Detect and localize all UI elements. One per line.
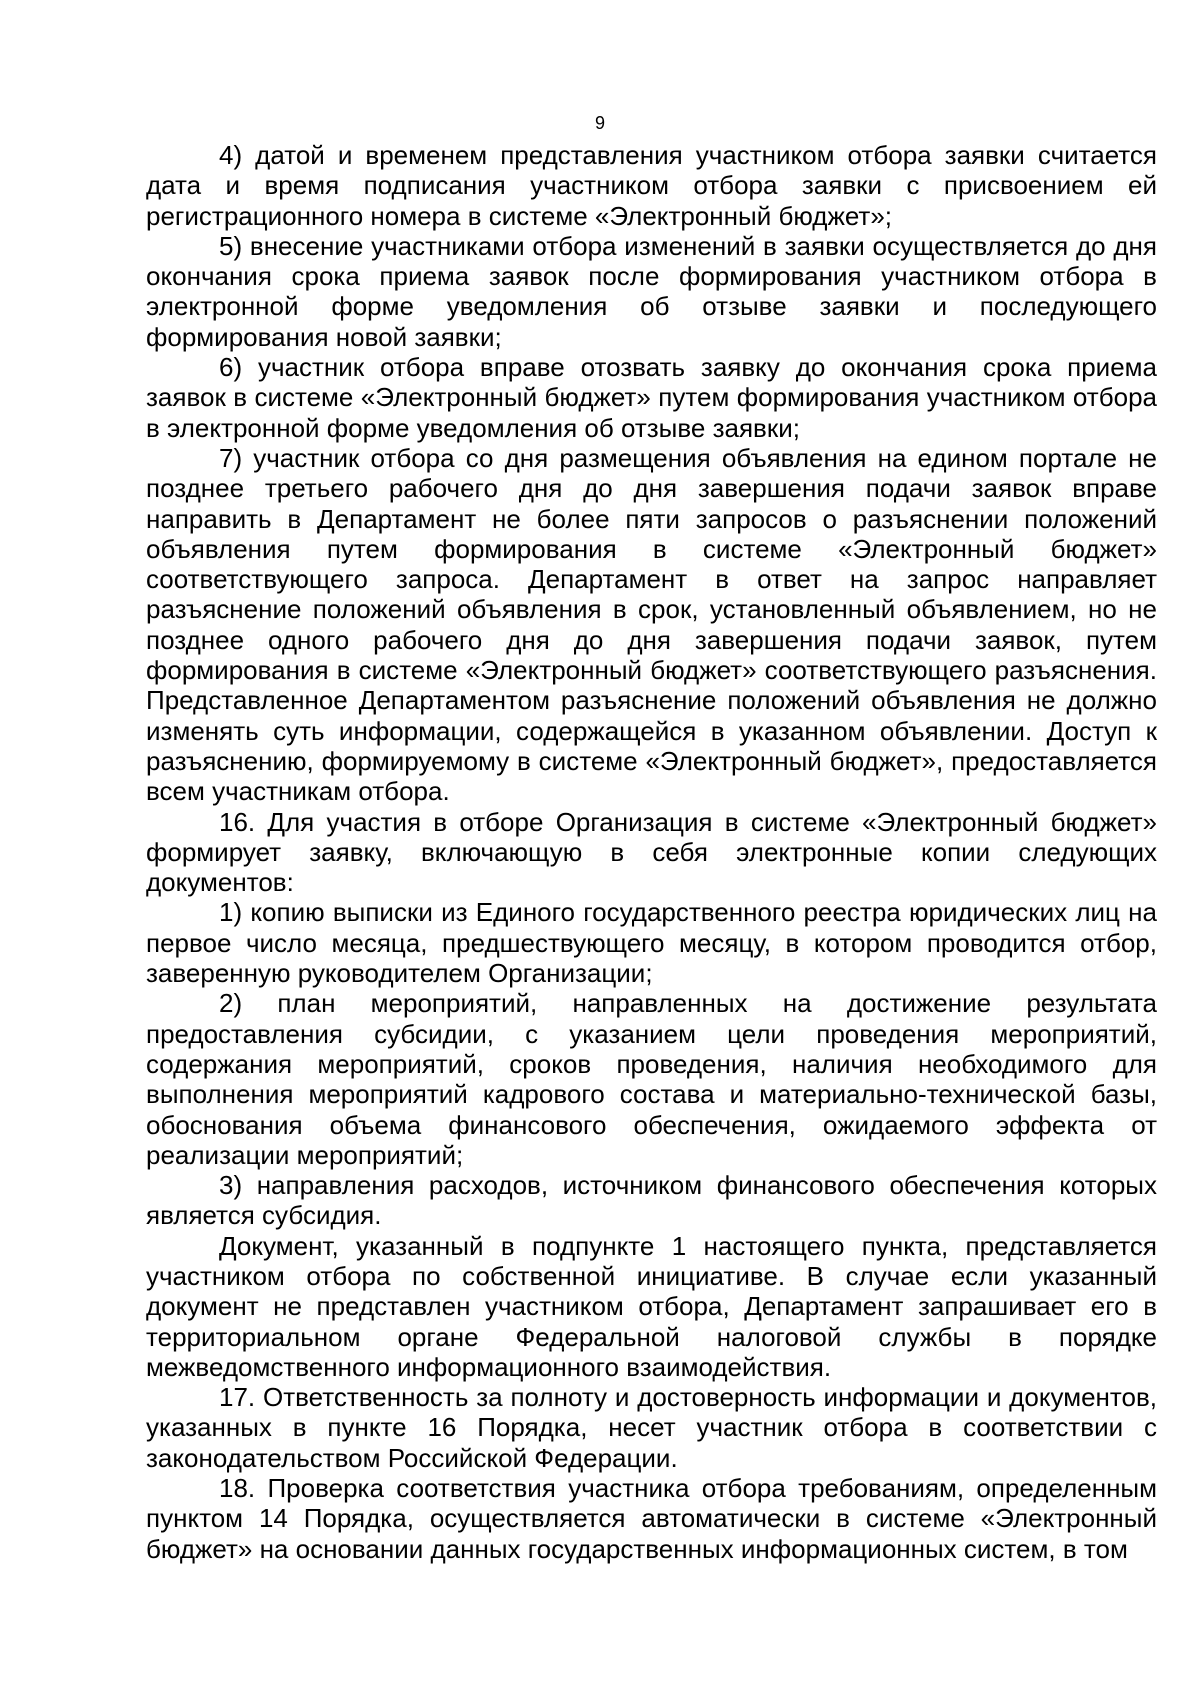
page-number: 9 <box>594 113 605 133</box>
paragraph-clause-18: 18. Проверка соответствия участника отбора требованиям, определенным пунктом 14 Порядка, осуществляется автоматически в системе «Электронный бюджет» на основании данных государственных информационных систем, в том <box>146 1473 1157 1564</box>
paragraph-document-note: Документ, указанный в подпункте 1 настоящего пункта, представляется участником отбора по собственной инициативе. В случае если указанный документ не представлен участником отбора, Департамент запрашивает его в территориальном органе Федеральной налоговой службы в порядке межведомственного информационного взаимодействия. <box>146 1230 1157 1382</box>
paragraph-clause-16-item-2: 2) план мероприятий, направленных на достижение результата предоставления субсидии, с указанием цели проведения мероприятий, содержания мероприятий, сроков проведения, наличия необходимого для выполнения мероприятий кадрового состава и материально-технической базы, обоснования объема финансового обеспечения, ожидаемого эффекта от реализации мероприятий; <box>146 988 1157 1170</box>
paragraph-clause-17: 17. Ответственность за полноту и достоверность информации и документов, указанных в пункте 16 Порядка, несет участник отбора в соответствии с законодательством Российской Федерации. <box>146 1382 1157 1473</box>
paragraph-item-4: 4) датой и временем представления участником отбора заявки считается дата и время подписания участником отбора заявки с присвоением ей регистрационного номера в системе «Электронный бюджет»; <box>146 140 1157 231</box>
paragraph-clause-16-item-3: 3) направления расходов, источником финансового обеспечения которых является субсидия. <box>146 1170 1157 1231</box>
paragraph-clause-16: 16. Для участия в отборе Организация в системе «Электронный бюджет» формирует заявку, включающую в себя электронные копии следующих документов: <box>146 806 1157 898</box>
document-body <box>146 140 1157 1564</box>
paragraph-clause-16-item-1: 1) копию выписки из Единого государственного реестра юридических лиц на первое число месяца, предшествующего месяцу, в котором проводится отбор, заверенную руководителем Организации; <box>146 897 1157 989</box>
paragraph-item-5: 5) внесение участниками отбора изменений в заявки осуществляется до дня окончания срока приема заявок после формирования участником отбора в электронной форме уведомления об отзыве заявки и последующего формирования новой заявки; <box>146 230 1157 352</box>
paragraph-item-6: 6) участник отбора вправе отозвать заявку до окончания срока приема заявок в системе «Электронный бюджет» путем формирования участником отбора в электронной форме уведомления об отзыве заявки; <box>146 352 1157 443</box>
paragraph-item-7: 7) участник отбора со дня размещения объявления на едином портале не позднее третьего рабочего дня до дня завершения подачи заявок вправе направить в Департамент не более пяти запросов о разъяснении положений объявления путем формирования в системе «Электронный бюджет» соответствующего запроса. Департамент в ответ на запрос направляет разъяснение положений объявления в срок, установленный объявлением, но не позднее одного рабочего дня до дня завершения подачи заявок, путем формирования в системе «Электронный бюджет» соответствующего разъяснения. Представленное Департаментом разъяснение положений объявления не должно изменять суть информации, содержащейся в указанном объявлении. Доступ к разъяснению, формируемому в системе «Электронный бюджет», предоставляется всем участникам отбора. <box>146 442 1157 807</box>
